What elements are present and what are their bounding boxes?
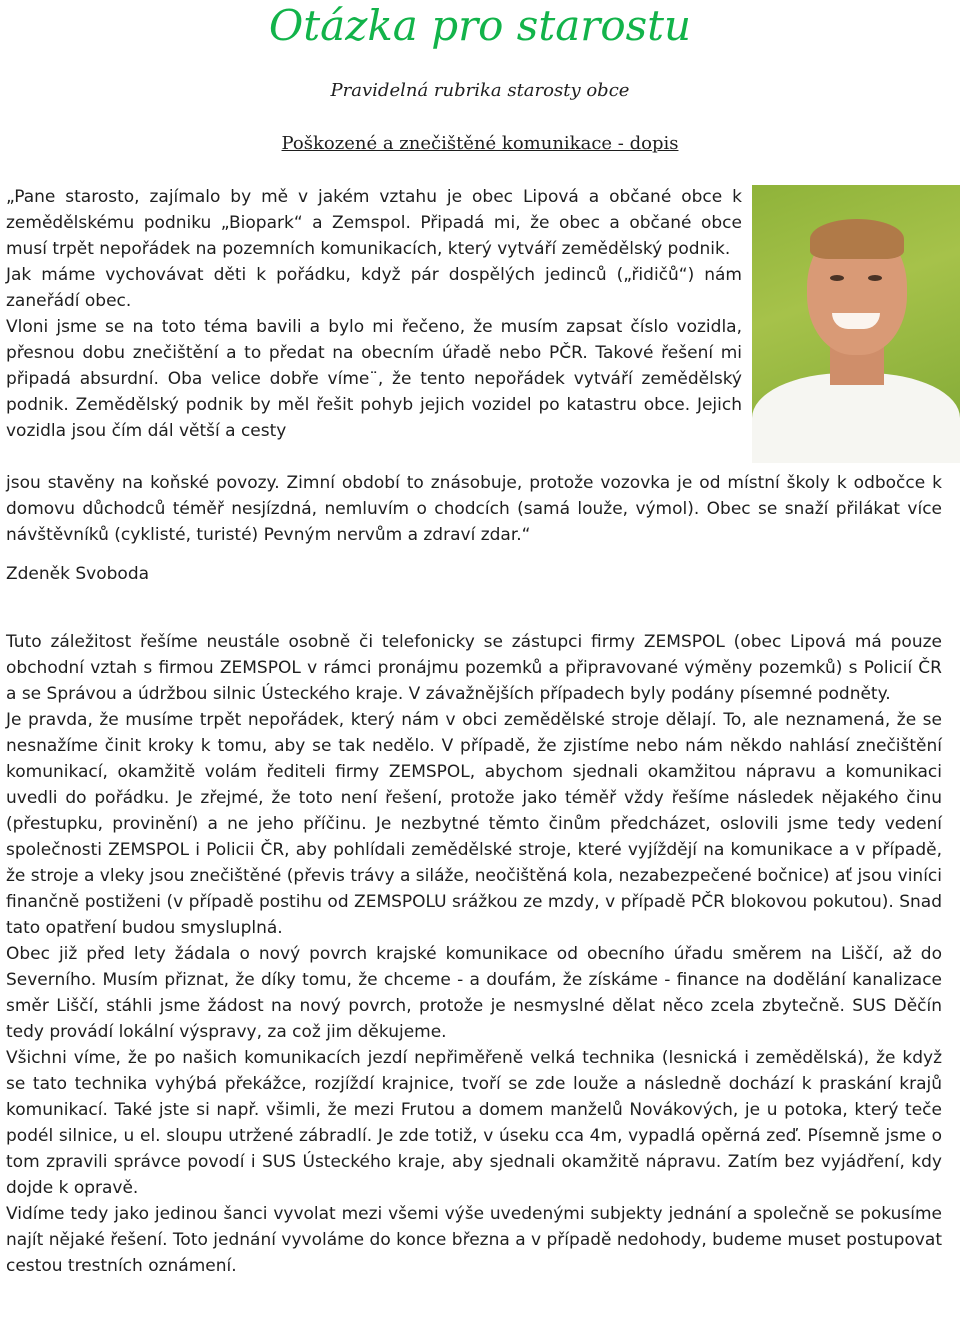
- rubric-subtitle: Pravidelná rubrika starosty obce: [330, 80, 630, 101]
- page-title: Otázka pro starostu: [268, 1, 692, 50]
- answer-paragraph-2: Je pravda, že musíme trpět nepořádek, který nám v obci zemědělské stroje dělají. To, ale neznamená, že se nesnažíme činit kroky k tomu, aby se tak nedělo. V případě, že zjistíme nebo nám někdo nahlásí znečištění komunikací, okamžitě volám řediteli firmy ZEMSPOL, abychom sjednali okamžitou nápravu a komunikaci uvedli do pořádku. Je zřejmé, že toto není řešení, protože jako téměř vždy řešíme následek nějakého činu (přestupku, provinění) a ne jeho příčinu. Je nezbytné těmto činům předcházet, oslovili jsme tedy vedení společnosti ZEMSPOL i Policii ČR, aby pohlídali zemědělské stroje, které vyjíždějí na komunikace a v případě, že stroje a vleky jsou znečištěné (převis trávy a siláže, neočištěná kola, nezabezpečené bočnice) ať jsou viníci finančně postiženi (v případě postihu od ZEMSPOLU srážkou ze mzdy, v případě PČR blokovou pokutou). Snad tato opatření budou smysluplná.: [6, 710, 942, 938]
- letter-signature: Zdeněk Svoboda: [6, 564, 150, 584]
- letter-paragraph-3a: Vloni jsme se na toto téma bavili a bylo mi řečeno, že musím zapsat číslo vozidla, přesnou dobu znečištění a to předat na obecním úřadě nebo PČR. Takové řešení mi připadá absurdní. Oba velice dobře víme¨, že tento nepořádek vytváří zemědělský podnik. Zemědělský podnik by měl řešit pohyb jejich vozidel po katastru obce. Jejich vozidla jsou čím dál větší a cesty: [6, 317, 742, 441]
- answer-block: [6, 629, 942, 1279]
- answer-paragraph-1: Tuto záležitost řešíme neustále osobně či telefonicky se zástupci firmy ZEMSPOL (obec Lipová má pouze obchodní vztah s firmou ZEMSPOL v rámci pronájmu pozemků a připravované výměny pozemků) s Policií ČR a se Správou a údržbou silnic Ústeckého kraje. V závažnějších případech byly podány písemné podněty.: [6, 632, 942, 704]
- letter-paragraph-2: Jak máme vychovávat děti k pořádku, když pár dospělých jedinců („řidičů“) nám zaneřádí obec.: [6, 265, 742, 311]
- answer-paragraph-5: Vidíme tedy jako jedinou šanci vyvolat mezi všemi výše uvedenými subjekty jednání a společně se pokusíme najít nějaké řešení. Toto jednání vyvoláme do konce března a v případě nedohody, budeme muset postupovat cestou trestních oznámení.: [6, 1204, 942, 1276]
- letter-paragraph-3b: jsou stavěny na koňské povozy. Zimní období to znásobuje, protože vozovka je od místní školy k odbočce k domovu důchodců téměř nesjízdná, nemluvím o chodcích (samá louže, výmol). Obec se snaží přilákat více návštěvníků (cyklisté, turisté) Pevným nervům a zdraví zdar.“: [6, 473, 942, 545]
- photo-shirt: [752, 373, 960, 463]
- answer-paragraph-3: Obec již před lety žádala o nový povrch krajské komunikace od obecního úřadu směrem na Liščí, až do Severního. Musím přiznat, že díky tomu, že chceme - a doufám, že získáme - finance na dodělání kanalizace směr Liščí, stáhli jsme žádost na nový povrch, protože je nesmyslné dělat něco zcela zbytečně. SUS Děčín tedy provádí lokální výspravy, za což jim děkujeme.: [6, 944, 942, 1042]
- photo-eye-right: [868, 275, 882, 281]
- letter-paragraph-1: „Pane starosto, zajímalo by mě v jakém vztahu je obec Lipová a občané obce k zemědělskému podniku „Biopark“ a Zemspol. Připadá mi, že obec a občané obce musí trpět nepořádek na pozemních komunikacích, který vytváří zemědělský podnik.: [6, 187, 742, 259]
- portrait-photo: [752, 185, 960, 463]
- article-heading: Poškozené a znečištěné komunikace - dopis: [281, 133, 679, 154]
- letter-continuation: [6, 470, 942, 548]
- photo-eye-left: [830, 275, 844, 281]
- letter-block: [6, 184, 742, 444]
- photo-hair: [810, 219, 904, 259]
- answer-paragraph-4: Všichni víme, že po našich komunikacích jezdí nepřiměřeně velká technika (lesnická i zemědělská), že když se tato technika vyhýbá překážce, rozjíždí krajnice, tvoří se zde louže a následně dochází k praskání krajů komunikací. Také jste si např. všimli, že mezi Frutou a domem manželů Novákových, je u potoka, který teče podél silnice, u el. sloupu utržené zábradlí. Je zde totiž, v úseku cca 4m, vypadlá opěrná zeď. Písemně jsme o tom zpravili správce povodí i SUS Ústeckého kraje, aby sjednali okamžitě nápravu. Zatím bez vyjádření, kdy dojde k opravě.: [6, 1048, 942, 1198]
